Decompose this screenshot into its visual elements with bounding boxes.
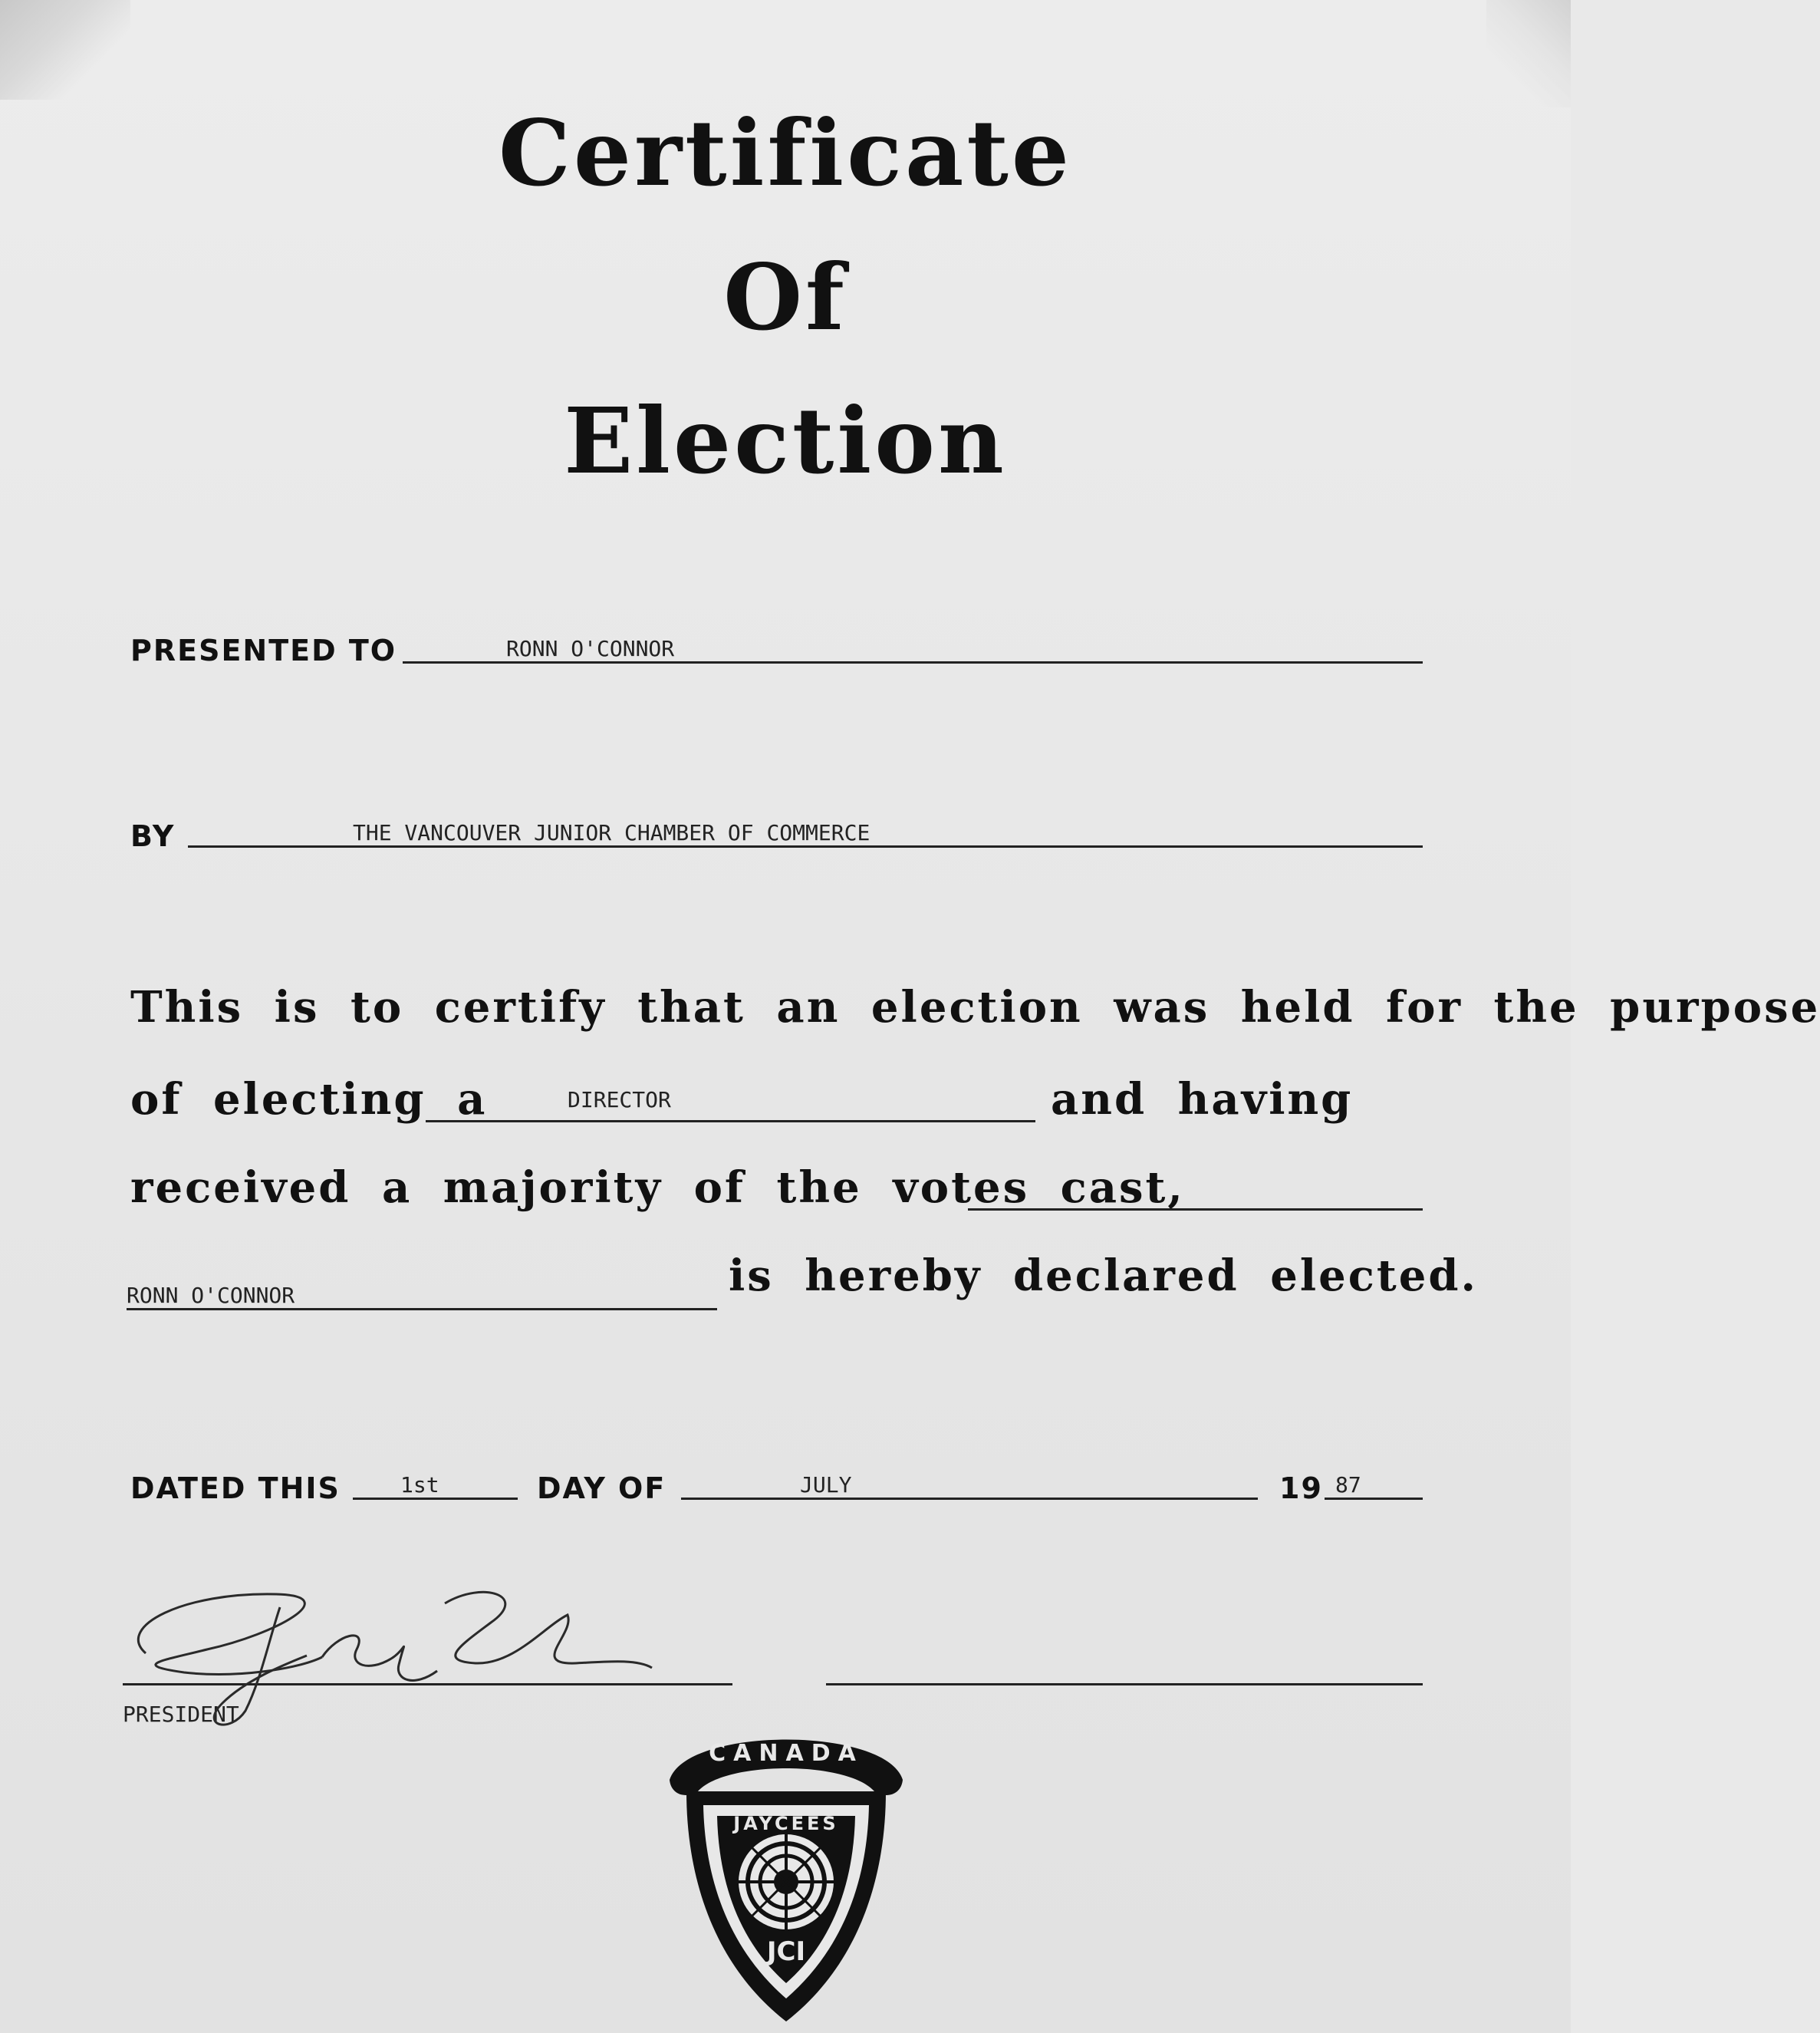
year-field — [1325, 1465, 1423, 1500]
body-line-1: This is to certify that an election was held for the purpose — [130, 982, 1820, 1033]
by-value: THE VANCOUVER JUNIOR CHAMBER OF COMMERCE — [353, 820, 871, 845]
day-field — [353, 1465, 518, 1500]
title-line-election: Election — [564, 387, 1007, 494]
president-label: PRESIDENT — [123, 1702, 239, 1727]
elected-name-value: RONN O'CONNOR — [127, 1283, 295, 1308]
body-line-3-blank — [968, 1178, 1423, 1211]
folded-corner-top-left — [0, 0, 130, 100]
month-value: JULY — [800, 1472, 852, 1498]
emblem-banner-text: CANADA — [709, 1740, 864, 1767]
by-label: BY — [130, 819, 176, 853]
emblem-ring-text: JAYCEES — [733, 1813, 839, 1834]
presented-to-value: RONN O'CONNOR — [506, 636, 675, 661]
presented-to-label: PRESENTED TO — [130, 634, 397, 667]
day-of-label: DAY OF — [537, 1471, 666, 1505]
position-field — [426, 1082, 1035, 1122]
second-signature-line — [826, 1649, 1423, 1685]
presented-to-field — [403, 629, 1423, 664]
day-value: 1st — [400, 1472, 439, 1498]
jaycees-canada-emblem — [656, 1707, 917, 2029]
by-field — [188, 813, 1423, 848]
body-line-2-start: of electing a — [130, 1074, 488, 1125]
folded-corner-top-right — [1486, 0, 1571, 107]
body-line-4-end: is hereby declared elected. — [729, 1250, 1478, 1301]
elected-name-field — [127, 1274, 717, 1310]
title-line-of: Of — [723, 244, 847, 351]
year-prefix: 19 — [1279, 1471, 1323, 1505]
title-line-certificate: Certificate — [499, 100, 1072, 206]
emblem-base-text: JCI — [766, 1936, 806, 1967]
body-line-2-end: and having — [1051, 1074, 1354, 1125]
year-value: 87 — [1335, 1472, 1361, 1498]
month-field — [681, 1465, 1258, 1500]
dated-this-label: DATED THIS — [130, 1471, 341, 1505]
body-line-3: received a majority of the votes cast, — [130, 1162, 1185, 1213]
president-signature — [115, 1573, 667, 1734]
position-value: DIRECTOR — [568, 1087, 671, 1112]
